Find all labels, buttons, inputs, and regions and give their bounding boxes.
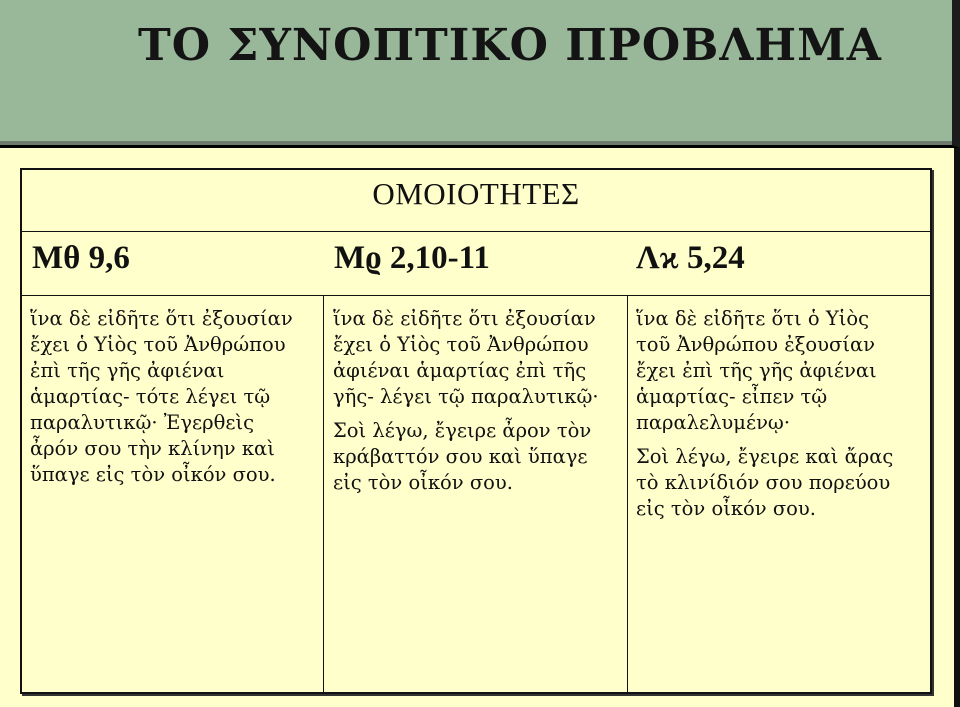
paragraph-gap <box>636 436 926 444</box>
passage-line: ἁμαρτίας- εἶπεν τῷ <box>636 385 828 408</box>
passage-line: ἁμαρτίας- τότε λέγει τῷ <box>30 385 271 408</box>
passage-line: ἔχει ἐπὶ τῆς γῆς ἀφιέναι <box>636 359 877 382</box>
passage-line: τοῦ Ἀνθρώπου ἐξουσίαν <box>636 333 876 356</box>
passage-line: κράβαττόν σου καὶ ὕπαγε <box>333 445 588 468</box>
column-header-matthew: Μθ 9,6 <box>32 240 130 276</box>
passage-line: ἵνα δὲ εἰδῆτε ὅτι ὁ Υἱὸς <box>636 307 870 330</box>
passage-luke <box>636 306 926 522</box>
passage-line: εἰς τὸν οἶκόν σου. <box>333 471 513 494</box>
passage-mark <box>333 306 623 496</box>
column-header-row <box>22 232 930 296</box>
comparison-table <box>20 168 932 694</box>
passage-line: ὕπαγε εἰς τὸν οἶκόν σου. <box>30 463 276 486</box>
passage-line: ἵνα δὲ εἰδῆτε ὅτι ἐξουσίαν <box>30 307 293 330</box>
passage-line: ἀφιέναι ἁμαρτίας ἐπὶ τῆς <box>333 359 587 382</box>
passage-line: ἆρόν σου τὴν κλίνην καὶ <box>30 437 275 460</box>
passage-line: ἐπὶ τῆς γῆς ἀφιέναι <box>30 359 225 382</box>
right-edge-bar <box>954 148 960 707</box>
passage-line: ἔχει ὁ Υἱὸς τοῦ Ἀνθρώπου <box>333 333 589 356</box>
title-band <box>0 0 960 148</box>
passage-line: παραλελυμένῳ· <box>636 411 791 434</box>
table-heading: ΟΜΟΙΟΤΗΤΕΣ <box>372 176 580 211</box>
passage-line: ἔχει ὁ Υἱὸς τοῦ Ἀνθρώπου <box>30 333 286 356</box>
passage-line: Σοὶ λέγω, ἔγειρε καὶ ἄρας <box>636 445 894 468</box>
slide-title: ΤΟ ΣΥΝΟΠΤΙΚΟ ΠΡΟΒΛΗΜΑ <box>138 20 882 71</box>
paragraph-gap <box>333 410 623 418</box>
passage-line: τὸ κλινίδιόν σου πορεύου <box>636 471 891 494</box>
passage-matthew <box>30 306 320 488</box>
passage-line: γῆς- λέγει τῷ παραλυτικῷ· <box>333 385 599 408</box>
column-header-mark: Μϱ 2,10-11 <box>334 240 490 276</box>
passage-line: εἰς τὸν οἶκόν σου. <box>636 497 816 520</box>
passage-line: Σοὶ λέγω, ἔγειρε ἆρον τὸν <box>333 419 592 442</box>
passage-line: παραλυτικῷ· Ἐγερθεὶς <box>30 411 255 434</box>
table-heading-row <box>22 170 930 232</box>
column-header-luke: Λϰ 5,24 <box>636 240 745 276</box>
text-row <box>22 296 930 692</box>
passage-line: ἵνα δὲ εἰδῆτε ὅτι ἐξουσίαν <box>333 307 596 330</box>
